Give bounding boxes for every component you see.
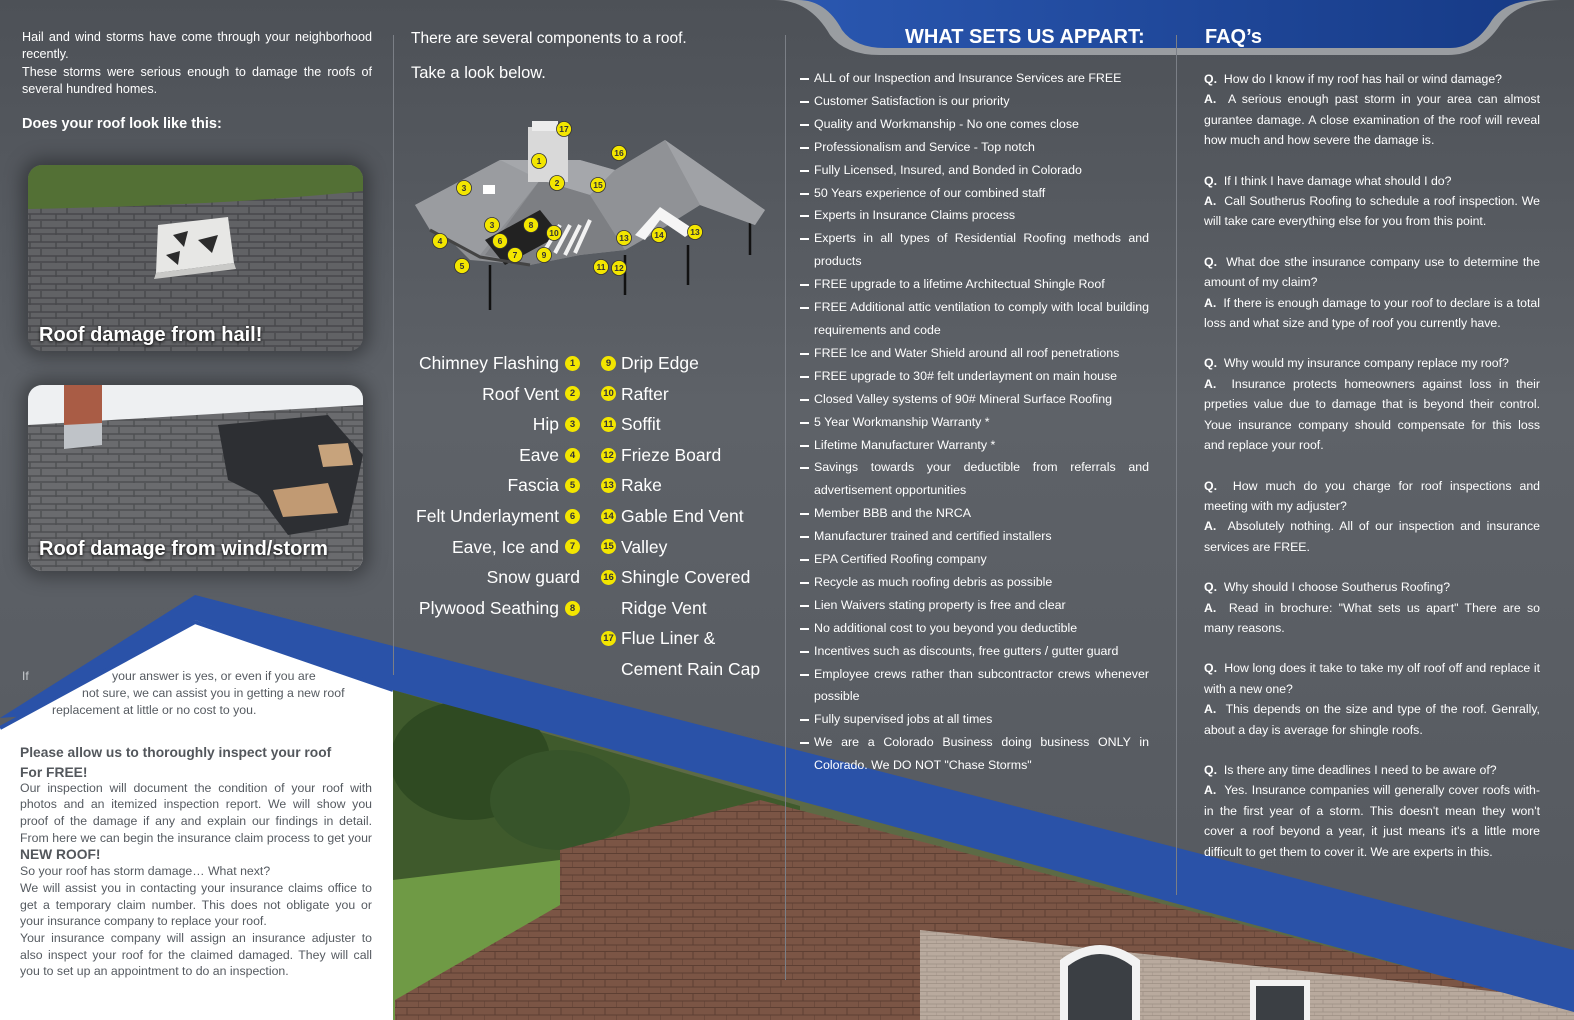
benefit-item: Manufacturer trained and certified installers xyxy=(800,525,1149,548)
faq-item xyxy=(1204,577,1540,638)
benefit-item: Fully supervised jobs at all times xyxy=(800,708,1149,731)
marker-number: 10 xyxy=(549,228,559,239)
a-label: A. xyxy=(1204,519,1217,534)
answer-text: Yes. Insurance companies will generally cover roofs with-in the first year of a storm. This doesn't mean they won't cover a roof beyond a year, it just means it's a little more difficult to get them to cover it. We are experts in this. xyxy=(1204,783,1540,859)
q-label: Q. xyxy=(1204,478,1217,493)
hail-damage-photo xyxy=(28,165,363,351)
legend-label: Fascia xyxy=(507,475,559,496)
legend-item xyxy=(400,532,580,563)
diagram-marker xyxy=(532,154,547,169)
legend-number-badge: 15 xyxy=(601,539,616,554)
faq-heading: FAQ’s xyxy=(1205,26,1263,48)
legend-item xyxy=(400,440,580,471)
faq-item xyxy=(1204,760,1540,862)
a-label: A. xyxy=(1204,376,1217,391)
diagram-marker xyxy=(594,260,609,275)
legend-item xyxy=(400,348,580,379)
faq-answer xyxy=(1204,699,1540,740)
for-free-label: For FREE! xyxy=(20,764,88,780)
diagram-marker xyxy=(537,248,552,263)
legend-number-badge: 8 xyxy=(565,601,580,616)
faq-question xyxy=(1204,577,1540,597)
legend-number-badge: 7 xyxy=(565,539,580,554)
legend-label: Rafter xyxy=(621,383,669,404)
wind-caption: Roof damage from wind/storm xyxy=(39,538,328,560)
faq-answer xyxy=(1204,598,1540,639)
a-label: A. xyxy=(1204,295,1217,310)
answer-line-3: replacement at little or no cost to you. xyxy=(52,703,257,717)
answer-line-1: your answer is yes, or even if you are xyxy=(112,669,316,683)
benefit-item: Member BBB and the NRCA xyxy=(800,502,1149,525)
marker-number: 2 xyxy=(554,178,560,189)
legend-label: Cement Rain Cap xyxy=(621,658,761,679)
question-text: Why would my insurance company replace my roof? xyxy=(1223,356,1509,371)
q-label: Q. xyxy=(1204,580,1217,595)
marker-number: 13 xyxy=(690,227,700,238)
faq-question xyxy=(1204,171,1540,191)
answer-text: Read in brochure: "What sets us apart" There are so many reasons. xyxy=(1204,600,1541,635)
faq-answer xyxy=(1204,293,1540,334)
faq-answer xyxy=(1204,780,1540,862)
benefit-item: FREE upgrade to a lifetime Architectual Shingle Roof xyxy=(800,273,1149,296)
legend-item xyxy=(601,532,791,563)
a-label: A. xyxy=(1204,600,1217,615)
diagram-marker xyxy=(524,218,539,233)
marker-number: 5 xyxy=(459,261,465,272)
answer-line-2: not sure, we can assist you in getting a new roof xyxy=(82,686,345,700)
legend-item xyxy=(601,501,791,532)
faq-answer xyxy=(1204,516,1540,557)
question-text: Why should I choose Southerus Roofing? xyxy=(1223,580,1451,595)
diagram-marker xyxy=(557,122,572,137)
benefit-item: Recycle as much roofing debris as possible xyxy=(800,571,1149,594)
question-text: If I think I have damage what should I do? xyxy=(1223,173,1452,188)
legend-item xyxy=(601,470,791,501)
diagram-marker xyxy=(457,181,472,196)
separator-3 xyxy=(1176,35,1177,895)
benefit-item: Professionalism and Service - Top notch xyxy=(800,136,1149,159)
roof-diagram xyxy=(410,115,770,315)
faq-question xyxy=(1204,69,1540,89)
benefit-item: Closed Valley systems of 90# Mineral Surface Roofing xyxy=(800,388,1149,411)
legend-label: Chimney Flashing xyxy=(418,353,559,373)
legend-number-badge: 5 xyxy=(565,478,580,493)
faq-question xyxy=(1204,252,1540,293)
legend-number-badge: 10 xyxy=(601,386,616,401)
faq-item xyxy=(1204,69,1540,151)
legend-item xyxy=(601,623,791,654)
faq-question xyxy=(1204,658,1540,699)
faq-item xyxy=(1204,353,1540,455)
benefit-item: Savings towards your deductible from referrals and advertisement opportunities xyxy=(800,456,1149,502)
legend-number-badge: 11 xyxy=(601,417,616,432)
marker-number: 1 xyxy=(536,156,542,167)
benefit-item: 50 Years experience of our combined staff xyxy=(800,182,1149,205)
benefit-item: FREE Additional attic ventilation to comply with local building requirements and code xyxy=(800,296,1149,342)
faq-item xyxy=(1204,171,1540,232)
look-below: Take a look below. xyxy=(411,64,546,82)
benefit-item: No additional cost to you beyond you deductible xyxy=(800,617,1149,640)
a-label: A. xyxy=(1204,702,1217,717)
benefit-item: 5 Year Workmanship Warranty * xyxy=(800,411,1149,434)
answer-text: This depends on the size and type of the roof. Genrally, about a day is average for shingle roofs. xyxy=(1204,702,1540,737)
diagram-marker xyxy=(547,226,562,241)
legend-label: Shingle Covered xyxy=(621,567,751,588)
legend-number-badge: 14 xyxy=(601,509,616,524)
legend-number-badge: 3 xyxy=(565,417,580,432)
legend-label: Roof Vent xyxy=(482,383,559,404)
diagram-marker xyxy=(617,231,632,246)
benefit-item: We are a Colorado Business doing business ONLY in Colorado. We DO NOT "Chase Storms" xyxy=(800,731,1149,777)
assist-text: We will assist you in contacting your insurance claims office to get a temporary claim number. This does not obligate you or your insurance company to replace your roof. xyxy=(20,880,372,929)
legend-number-badge: 6 xyxy=(565,509,580,524)
faq-item xyxy=(1204,476,1540,558)
faq-answer xyxy=(1204,89,1540,150)
question-text: What doe sthe insurance company use to determine the amount of my claim? xyxy=(1204,254,1540,290)
marker-number: 17 xyxy=(559,124,569,135)
components-intro: There are several components to a roof. xyxy=(411,30,687,47)
legend-label: Gable End Vent xyxy=(621,505,744,526)
marker-number: 11 xyxy=(596,262,606,273)
q-label: Q. xyxy=(1204,762,1217,777)
if-word: If xyxy=(22,669,29,683)
benefit-item: Customer Satisfaction is our priority xyxy=(800,90,1149,113)
q-label: Q. xyxy=(1204,661,1217,676)
inspection-body: Our inspection will document the condition of your roof with photos and an itemized inspection report. We will show you proof of the damage if any and explain our findings in detail. From here we can begin the insurance claim process to get your xyxy=(20,780,372,845)
answer-text: A serious enough past storm in your area can almost gurantee damage. A close examination of the roof will reveal how much and how severe the damage is. xyxy=(1204,92,1540,148)
a-label: A. xyxy=(1204,783,1217,798)
diagram-marker xyxy=(652,228,667,243)
legend-label: Felt Underlayment xyxy=(416,505,559,526)
legend-item xyxy=(400,562,580,593)
legend-item xyxy=(601,348,791,379)
benefit-item: Lifetime Manufacturer Warranty * xyxy=(800,434,1149,457)
legend-number-badge: 16 xyxy=(601,570,616,585)
inspect-heading: Please allow us to thoroughly inspect your roof xyxy=(20,745,332,760)
new-roof-label: NEW ROOF! xyxy=(20,846,101,862)
answer-text: Absolutely nothing. All of our inspection and insurance services are FREE. xyxy=(1204,519,1540,554)
q-label: Q. xyxy=(1204,72,1217,86)
question-text: How much do you charge for roof inspections and meeting with my adjuster? xyxy=(1204,478,1540,513)
marker-number: 14 xyxy=(654,230,664,241)
diagram-marker xyxy=(493,234,508,249)
q-label: Q. xyxy=(1204,254,1217,269)
faq-answer xyxy=(1204,374,1540,456)
what-sets-us-apart-heading: WHAT SETS US APPART: xyxy=(905,26,1145,48)
marker-number: 12 xyxy=(614,263,624,274)
legend-label: Drip Edge xyxy=(621,353,699,373)
benefit-item: Experts in all types of Residential Roofing methods and products xyxy=(800,227,1149,273)
separator-1 xyxy=(393,35,394,675)
adjuster-text: Your insurance company will assign an insurance adjuster to also inspect your roof for the claimed damaged. They will call you to set up an appointment to do an inspection. xyxy=(20,931,372,979)
legend-item xyxy=(601,379,791,410)
benefit-item: EPA Certified Roofing company xyxy=(800,548,1149,571)
legend-item xyxy=(400,409,580,440)
legend-label: Snow guard xyxy=(486,567,580,588)
legend-item xyxy=(601,562,791,593)
marker-number: 9 xyxy=(541,250,547,261)
marker-number: 6 xyxy=(497,236,503,247)
legend-label: Soffit xyxy=(621,414,661,435)
legend-item xyxy=(601,654,791,685)
legend-item xyxy=(400,379,580,410)
benefit-item: FREE Ice and Water Shield around all roof penetrations xyxy=(800,342,1149,365)
legend-item xyxy=(601,593,791,624)
storm-damage-question: So your roof has storm damage… What next? xyxy=(20,864,271,879)
legend-item xyxy=(400,501,580,532)
faq-question xyxy=(1204,353,1540,373)
legend-item xyxy=(400,593,580,624)
intro-line: Hail and wind storms have come through your neighborhood recently. xyxy=(22,30,372,62)
marker-number: 7 xyxy=(512,250,518,261)
faq-item xyxy=(1204,252,1540,334)
wind-damage-photo xyxy=(28,385,363,571)
legend-label: Eave, Ice and xyxy=(451,536,559,557)
diagram-marker xyxy=(508,248,523,263)
marker-number: 3 xyxy=(489,220,495,231)
legend-number-badge: 13 xyxy=(601,478,616,493)
legend-item xyxy=(601,409,791,440)
legend-number-badge: 4 xyxy=(565,448,580,463)
q-label: Q. xyxy=(1204,356,1217,371)
benefit-item: ALL of our Inspection and Insurance Services are FREE xyxy=(800,67,1149,90)
legend-number-badge: 12 xyxy=(601,448,616,463)
roof-question: Does your roof look like this: xyxy=(22,116,222,132)
benefit-item: Incentives such as discounts, free gutters / gutter guard xyxy=(800,640,1149,663)
legend-label: Ridge Vent xyxy=(621,597,707,618)
faq-question xyxy=(1204,760,1540,780)
answer-text: Call Southerus Roofing to schedule a roof inspection. We will take care everything else for you from this point. xyxy=(1204,194,1540,229)
legend-label: Plywood Seathing xyxy=(418,597,559,618)
diagram-marker xyxy=(433,234,448,249)
benefit-item: Experts in Insurance Claims process xyxy=(800,204,1149,227)
legend-label: Rake xyxy=(621,475,662,496)
inspection-section xyxy=(20,745,372,980)
diagram-marker xyxy=(550,176,565,191)
diagram-marker xyxy=(485,218,500,233)
benefit-item: Quality and Workmanship - No one comes close xyxy=(800,113,1149,136)
legend-left xyxy=(400,348,580,623)
faq-question xyxy=(1204,476,1540,517)
diagram-marker xyxy=(688,225,703,240)
question-text: How long does it take to take my olf roof off and replace it with a new one? xyxy=(1204,661,1540,696)
legend-number-badge: 9 xyxy=(601,356,616,371)
intro-text xyxy=(22,29,372,98)
faq-item xyxy=(1204,658,1540,740)
answer-text: If there is enough damage to your roof to declare is a total loss and what size and type of roof you currently have. xyxy=(1204,295,1540,331)
marker-number: 3 xyxy=(461,183,467,194)
question-text: How do I know if my roof has hail or wind damage? xyxy=(1223,72,1503,86)
legend-label: Valley xyxy=(621,536,668,557)
legend-label: Flue Liner & xyxy=(621,628,716,649)
legend-number-badge: 2 xyxy=(565,386,580,401)
diagram-marker xyxy=(612,261,627,276)
intro-line: These storms were serious enough to damage the roofs of several hundred homes. xyxy=(22,64,372,96)
legend-item xyxy=(601,440,791,471)
q-label: Q. xyxy=(1204,173,1217,188)
a-label: A. xyxy=(1204,194,1217,209)
legend-number-badge: 17 xyxy=(601,631,616,646)
legend-label: Eave xyxy=(519,444,559,465)
answer-text: Insurance protects homeowners against loss in their prpeties value due to damage that is beyond their control. Youe insurance company should compensate for this loss and replace your roof. xyxy=(1204,376,1540,453)
benefit-item: Fully Licensed, Insured, and Bonded in Colorado xyxy=(800,159,1149,182)
marker-number: 15 xyxy=(593,180,603,191)
benefit-item: FREE upgrade to 30# felt underlayment on main house xyxy=(800,365,1149,388)
faq-list xyxy=(1204,69,1540,882)
legend-label: Hip xyxy=(532,414,559,435)
benefit-item: Employee crews rather than subcontractor crews whenever possible xyxy=(800,663,1149,709)
legend-label: Frieze Board xyxy=(621,444,722,465)
hail-caption: Roof damage from hail! xyxy=(39,324,263,346)
marker-number: 16 xyxy=(614,148,624,159)
benefits-list xyxy=(800,67,1149,777)
a-label: A. xyxy=(1204,92,1217,107)
faq-answer xyxy=(1204,191,1540,232)
marker-number: 8 xyxy=(528,220,534,231)
legend-item xyxy=(400,470,580,501)
inspection-text xyxy=(20,780,372,864)
marker-number: 4 xyxy=(437,236,443,247)
legend-number-badge: 1 xyxy=(565,356,580,371)
legend-right xyxy=(601,348,791,685)
marker-number: 13 xyxy=(619,233,629,244)
diagram-marker xyxy=(591,178,606,193)
diagram-marker xyxy=(612,146,627,161)
diagram-marker xyxy=(455,259,470,274)
benefit-item: Lien Waivers stating property is free and clear xyxy=(800,594,1149,617)
question-text: Is there any time deadlines I need to be aware of? xyxy=(1223,762,1497,777)
